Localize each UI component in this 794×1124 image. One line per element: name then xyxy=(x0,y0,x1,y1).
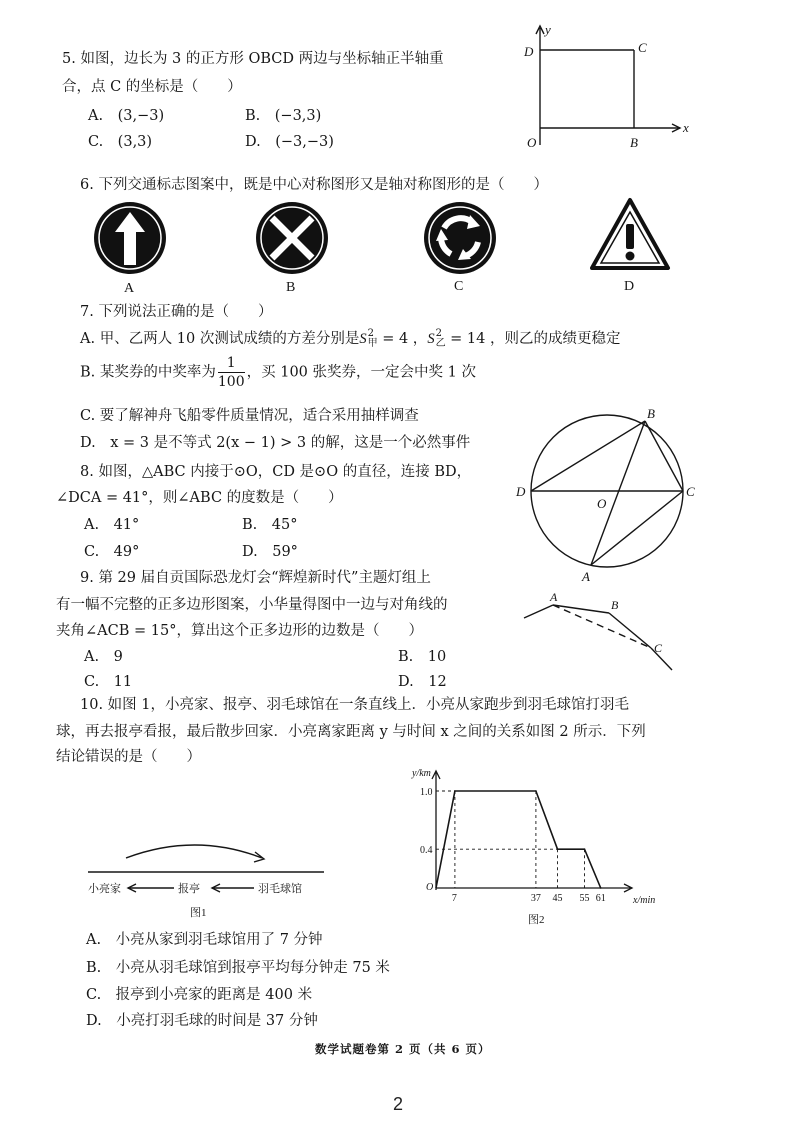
q5-label-o: O xyxy=(527,135,537,150)
q7-a-s-yi: S xyxy=(427,331,435,347)
chart-point-61 xyxy=(600,887,602,889)
q8-label-a: A xyxy=(582,569,590,584)
chart-point-37 xyxy=(535,790,537,792)
q5-option-d: D. (−3,−3) xyxy=(245,134,334,150)
chart-caption: 图2 xyxy=(528,914,545,926)
q5-label-b: B xyxy=(630,135,638,150)
page-number: 2 xyxy=(393,1094,404,1114)
q5-option-a: A. (3,−3) xyxy=(88,108,165,124)
chart-point-55 xyxy=(584,848,586,850)
q6-stem: 6. 下列交通标志图案中，既是中心对称图形又是轴对称图形的是（ ） xyxy=(80,177,548,193)
chart-series-line xyxy=(436,791,601,888)
q9-label-a: A xyxy=(550,590,558,604)
chart-xtick-45: 45 xyxy=(552,893,563,904)
q9-stem-line3: 夹角∠ACB = 15°，算出这个正多边形的边数是（ ） xyxy=(56,623,423,639)
chart-origin: O xyxy=(426,882,434,893)
q5-label-d: D xyxy=(524,44,534,59)
q7-a-prefix: A. 甲、乙两人 10 次测试成绩的方差分别是 xyxy=(80,331,360,347)
chart-xtick-61: 61 xyxy=(595,893,606,904)
fig1-label-kiosk: 报亭 xyxy=(178,883,200,895)
chart-xtick-55: 55 xyxy=(579,893,590,904)
fig1-label-gym: 羽毛球馆 xyxy=(258,883,302,895)
q10-option-c: C. 报亭到小亮家的距离是 400 米 xyxy=(86,987,313,1003)
q7-a-mid: = 4 ， xyxy=(377,331,428,347)
chart-point-7 xyxy=(454,790,456,792)
q5-label-c: C xyxy=(638,40,647,55)
q5-option-c: C. (3,3) xyxy=(88,134,153,150)
q7-a-sub-yi: 乙 xyxy=(435,338,446,349)
chart-ytick-0.4: 0.4 xyxy=(420,845,433,857)
q10-stem-line1: 10. 如图 1，小亮家、报亭、羽毛球馆在一条直线上．小亮从家跑步到羽毛球馆打羽毛 xyxy=(80,697,630,713)
q9-option-b: B. 10 xyxy=(398,649,447,665)
q7-stem: 7. 下列说法正确的是（ ） xyxy=(80,304,273,320)
q6-label-d: D xyxy=(624,279,635,294)
q10-stem-line2: 球，再去报亭看报，最后散步回家．小亮离家距离 y 与时间 x 之间的关系如图 2 所示．下列 xyxy=(56,724,646,740)
q8-option-b: B. 45° xyxy=(242,517,298,533)
q9-label-b: B xyxy=(611,598,619,612)
q8-stem-line1: 8. 如图，△ABC 内接于⊙O，CD 是⊙O 的直径，连接 BD， xyxy=(80,464,472,480)
q6-label-a: A xyxy=(124,281,135,296)
chart-xlabel: x/min xyxy=(633,895,656,906)
q8-label-d: D xyxy=(516,484,526,499)
q5-label-x: x xyxy=(683,120,689,135)
chart-ytick-1.0: 1.0 xyxy=(420,787,433,798)
fig1-label-home: 小亮家 xyxy=(88,883,121,895)
chart-xtick-37: 37 xyxy=(530,893,541,904)
q10-option-b: B. 小亮从羽毛球馆到报亭平均每分钟走 75 米 xyxy=(86,960,390,976)
q7-a-sq1: 2 xyxy=(367,328,374,339)
q5-stem-line2: 合，点 C 的坐标是（ ） xyxy=(62,79,242,95)
q9-stem-line1: 9. 第 29 届自贡国际恐龙灯会“辉煌新时代”主题灯组上 xyxy=(80,570,431,586)
fig1-caption: 图1 xyxy=(190,907,207,919)
q8-option-d: D. 59° xyxy=(242,544,298,560)
q7-a-sub-jia: 甲 xyxy=(367,338,378,349)
q5-option-b: B. (−3,3) xyxy=(245,108,322,124)
q7-a-sq2: 2 xyxy=(435,328,442,339)
q8-label-b: B xyxy=(647,406,655,421)
q9-option-c: C. 11 xyxy=(84,674,133,690)
q9-option-a: A. 9 xyxy=(84,649,123,665)
q9-stem-line2: 有一幅不完整的正多边形图案，小华量得图中一边与对角线的 xyxy=(56,597,448,613)
q10-option-a: A. 小亮从家到羽毛球馆用了 7 分钟 xyxy=(86,932,323,948)
q8-stem-line2: ∠DCA = 41°，则∠ABC 的度数是（ ） xyxy=(56,490,343,506)
q7-option-d: D. x = 3 是不等式 2(x − 1) > 3 的解，这是一个必然事件 xyxy=(80,435,471,451)
q8-option-c: C. 49° xyxy=(84,544,140,560)
q7-b-post: ，买 100 张奖券，一定会中奖 1 次 xyxy=(246,364,476,381)
q10-stem-line3: 结论错误的是（ ） xyxy=(56,749,201,765)
q7-a-post: = 14 ，则乙的成绩更稳定 xyxy=(445,331,621,347)
q7-option-c: C. 要了解神舟飞船零件质量情况，适合采用抽样调查 xyxy=(80,408,419,424)
q9-option-d: D. 12 xyxy=(398,674,447,690)
q5-stem-line1: 5. 如图，边长为 3 的正方形 OBCD 两边与坐标轴正半轴重 xyxy=(62,51,444,67)
q5-label-y: y xyxy=(545,22,551,37)
q8-option-a: A. 41° xyxy=(84,517,140,533)
q8-label-o: O xyxy=(597,496,607,511)
chart-ylabel: y/km xyxy=(412,768,431,779)
q8-label-c: C xyxy=(686,484,695,499)
q6-label-b: B xyxy=(286,280,296,295)
q10-option-d: D. 小亮打羽毛球的时间是 37 分钟 xyxy=(86,1013,318,1029)
q6-label-c: C xyxy=(454,279,464,294)
chart-point-45 xyxy=(557,848,559,850)
q7-b-denominator: 100 xyxy=(217,374,245,390)
q7-b-prefix: B. 某奖券的中奖率为 xyxy=(80,364,216,381)
q7-a-s-jia: S xyxy=(359,331,367,347)
q7-b-numerator: 1 xyxy=(218,356,245,373)
q9-label-c: C xyxy=(654,641,663,655)
page-footer: 数学试题卷第 2 页（共 6 页） xyxy=(315,1042,491,1056)
chart-xtick-7: 7 xyxy=(451,893,457,904)
